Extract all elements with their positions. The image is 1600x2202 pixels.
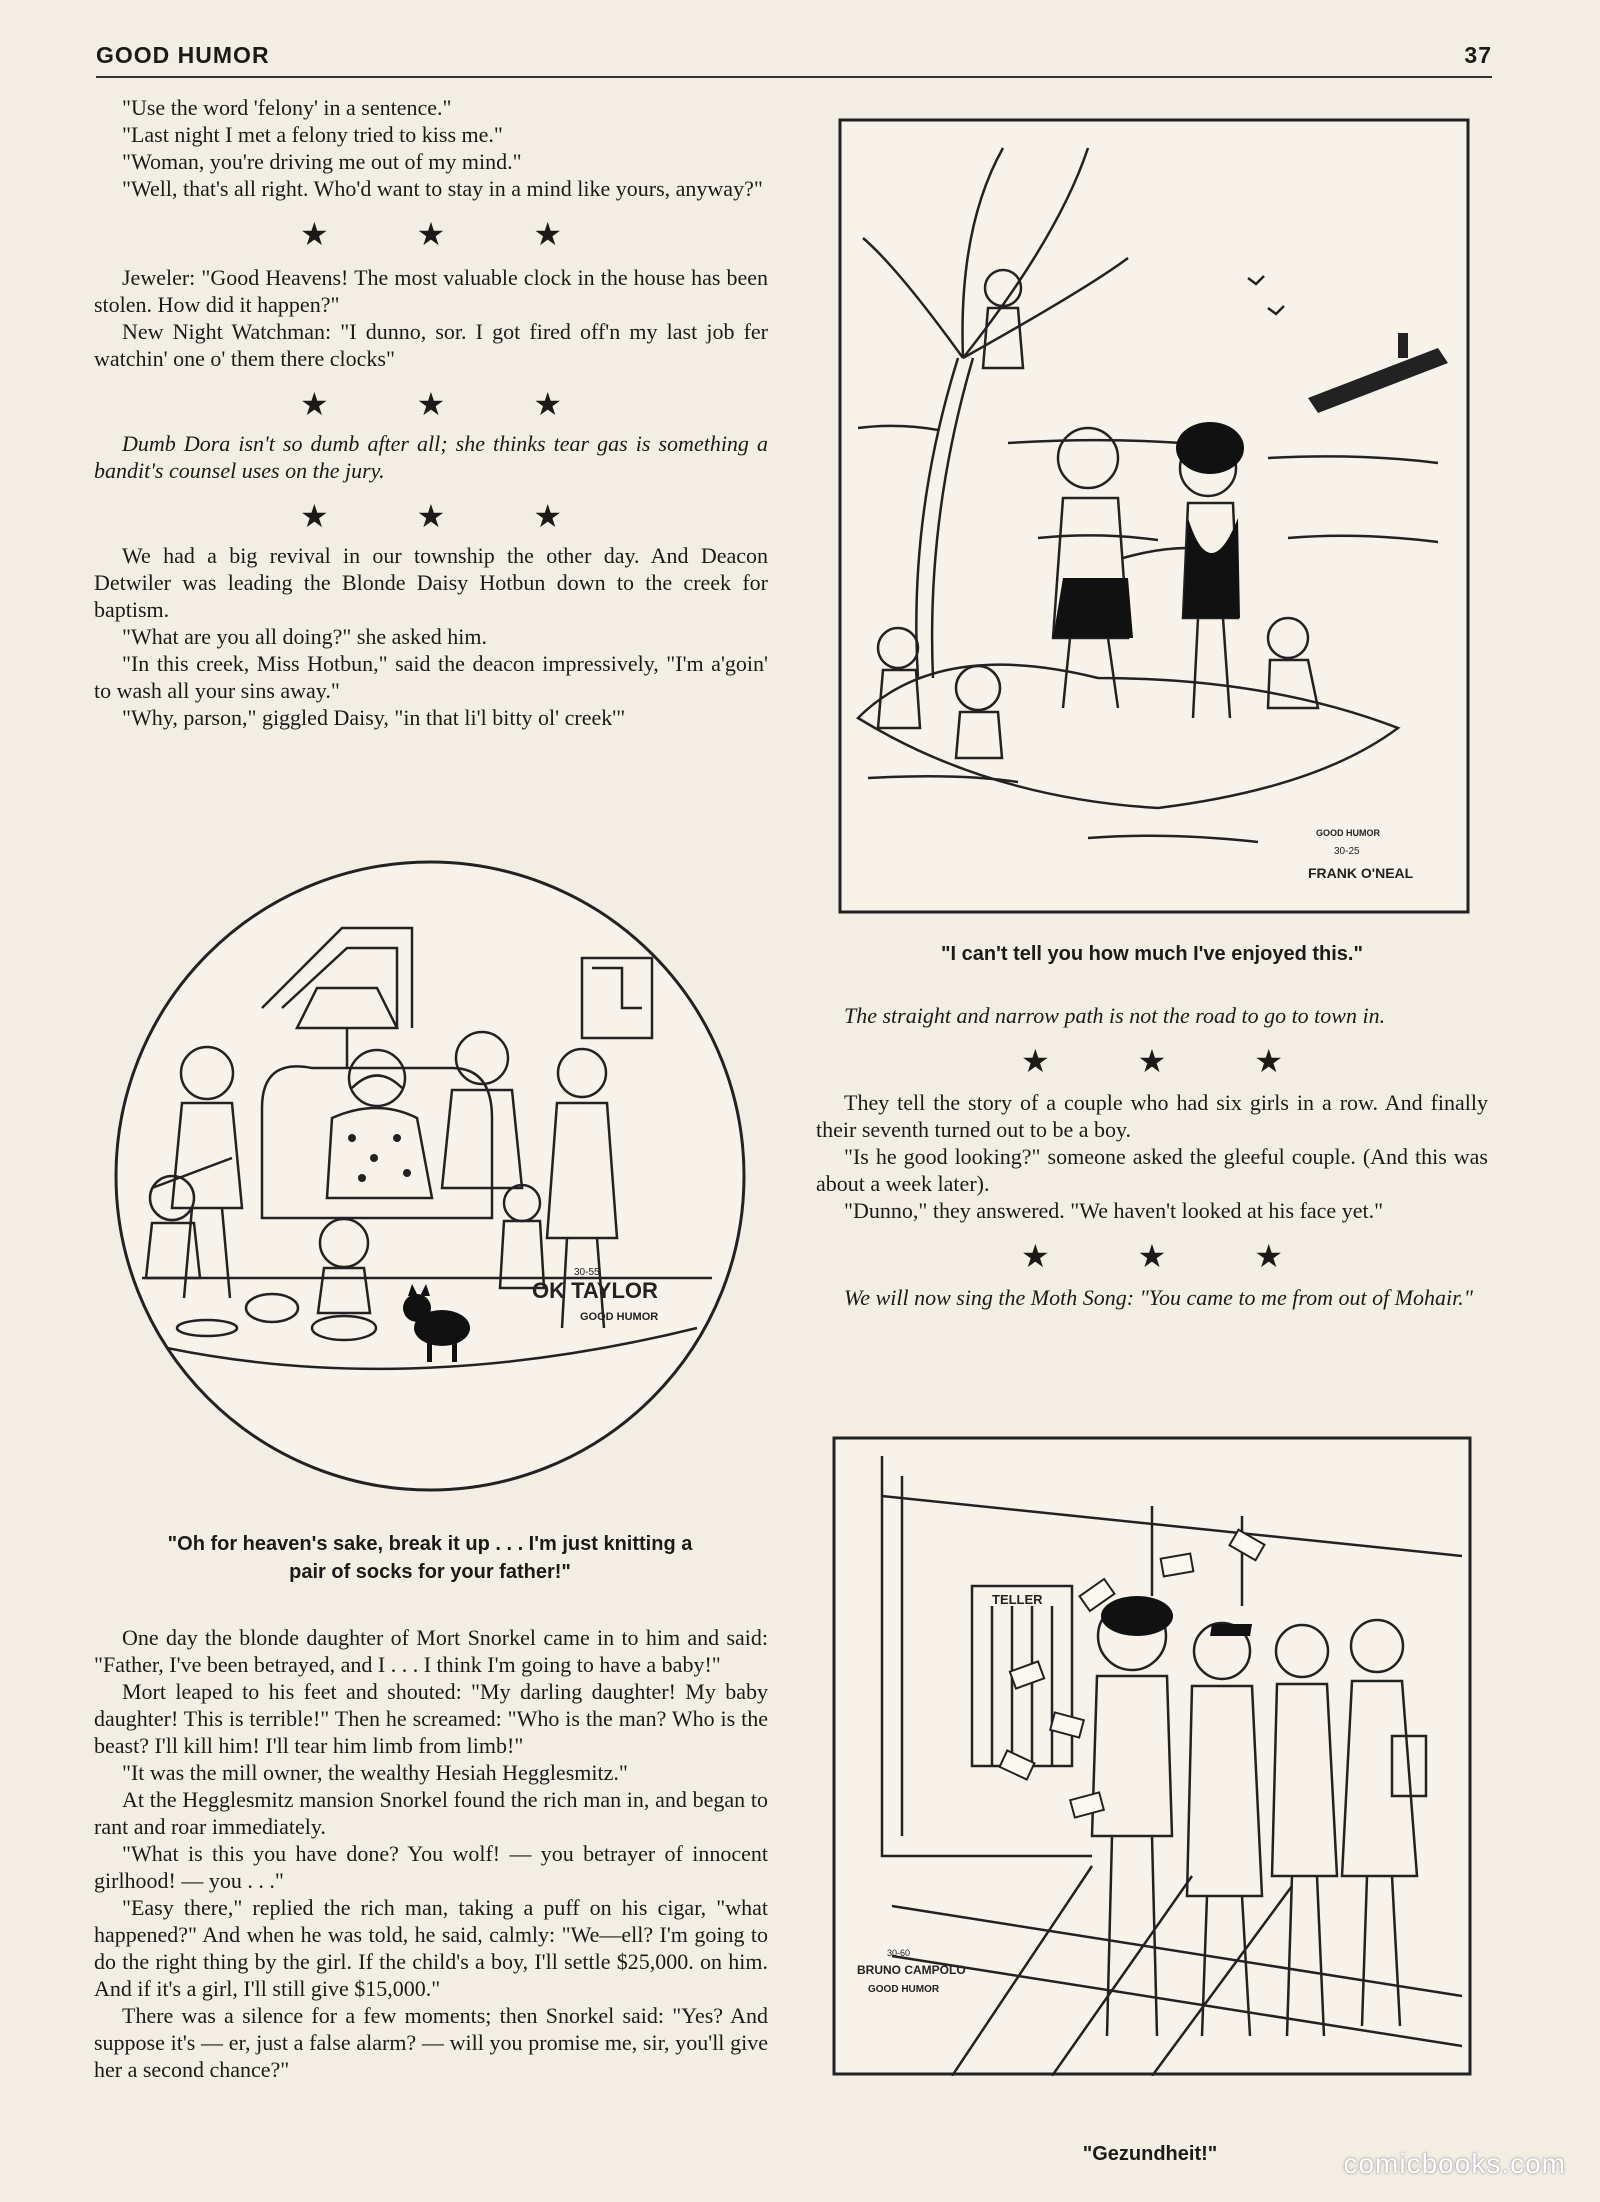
joke-line: "Well, that's all right. Who'd want to stay in a mind like yours, anyway?": [122, 176, 763, 201]
island-caption: "I can't tell you how much I've enjoyed this.": [941, 943, 1363, 965]
joke-line: "It was the mill owner, the wealthy Hesiah Hegglesmitz.": [122, 1760, 628, 1785]
joke-line: "Last night I met a felony tried to kiss me.": [122, 122, 503, 147]
cartoon-code: 30-25: [1334, 846, 1360, 857]
joke-line: "Easy there," replied the rich man, taking a puff on his cigar, "what happened?" And when he was told, he said, calmly: "We—ell? I'm going to do the right thing by the girl. If the child's a boy, I'll settle $25,000. on him. And if it's a girl, I'll still give $15,000.": [94, 1895, 768, 2001]
joke-line: We had a big revival in our township the other day. And Deacon Detwiler was leading the Blonde Daisy Hotbun down to the creek for baptism.: [94, 543, 768, 622]
joke-line: New Night Watchman: "I dunno, sor. I got fired off'n my last job fer watchin' one o' them there clocks": [94, 319, 768, 371]
joke-line: "Why, parson," giggled Daisy, "in that li'l bitty ol' creek'": [122, 705, 626, 730]
knitting-cartoon-drawing: [112, 858, 748, 1494]
bank-cartoon-drawing: [832, 1436, 1472, 2076]
revival-joke: [94, 542, 768, 731]
knitting-caption: "Oh for heaven's sake, break it up . . . I'm just knitting a pair of socks for your father!": [167, 1533, 693, 1583]
jeweler-joke: [94, 264, 768, 372]
joke-line: "Is he good looking?" someone asked the gleeful couple. (And this was about a week later).: [816, 1144, 1488, 1196]
joke-line: They tell the story of a couple who had six girls in a row. And finally their seventh turned out to be a boy.: [816, 1090, 1488, 1142]
cartoon-signature: BRUNO CAMPOLO: [857, 1963, 966, 1977]
star-divider: ★ ★ ★: [1020, 1238, 1324, 1274]
knitting-cartoon: [112, 858, 748, 1494]
island-cartoon-drawing: [838, 118, 1470, 914]
dora-joke: Dumb Dora isn't so dumb after all; she thinks tear gas is something a bandit's counsel uses on the jury.: [94, 431, 768, 483]
teller-sign: TELLER: [992, 1592, 1043, 1607]
star-divider: ★ ★ ★: [299, 216, 603, 252]
moth-song-quip: We will now sing the Moth Song: "You came to me from out of Mohair.": [844, 1285, 1473, 1310]
snorkel-joke: [94, 1624, 768, 2083]
bank-cartoon: [832, 1436, 1472, 2076]
bank-caption: "Gezundheit!": [1082, 2143, 1218, 2165]
joke-line: "What is this you have done? You wolf! — you betrayer of innocent girlhood! — you . . .": [94, 1841, 768, 1893]
joke-line: "Use the word 'felony' in a sentence.": [122, 95, 452, 120]
cartoon-code: 30-60: [887, 1948, 911, 1958]
cartoon-credit: GOOD HUMOR: [868, 1984, 940, 1995]
left-column-top: [94, 94, 768, 731]
page-header: [96, 40, 1492, 78]
joke-line: "Woman, you're driving me out of my mind.": [122, 149, 522, 174]
six-girls-joke: [816, 1089, 1488, 1224]
cartoon-signature: FRANK O'NEAL: [1308, 865, 1414, 881]
cartoon-credit: GOOD HUMOR: [580, 1311, 659, 1323]
joke-line: Mort leaped to his feet and shouted: "My darling daughter! My baby daughter! This is terrible!" Then he screamed: "Who is the man? Who is the beast? I'll kill him! I'll tear him limb from limb!": [94, 1679, 768, 1758]
site-watermark: comicbooks.com: [1343, 2148, 1566, 2179]
page-number: 37: [1464, 42, 1492, 68]
felony-joke: [94, 94, 768, 202]
star-divider: ★ ★ ★: [299, 386, 603, 422]
joke-line: "What are you all doing?" she asked him.: [122, 624, 487, 649]
joke-line: "In this creek, Miss Hotbun," said the deacon impressively, "I'm a'goin' to wash all your sins away.": [94, 651, 768, 703]
cartoon-signature: OK TAYLOR: [532, 1278, 658, 1303]
island-cartoon: [838, 118, 1470, 914]
straight-path-quip: The straight and narrow path is not the road to go to town in.: [844, 1003, 1386, 1028]
magazine-title: GOOD HUMOR: [96, 42, 270, 68]
joke-line: Jeweler: "Good Heavens! The most valuable clock in the house has been stolen. How did it happen?": [94, 265, 768, 317]
joke-line: "Dunno," they answered. "We haven't looked at his face yet.": [844, 1198, 1384, 1223]
star-divider: ★ ★ ★: [1020, 1043, 1324, 1079]
right-column-text: [816, 1002, 1488, 1311]
joke-line: One day the blonde daughter of Mort Snorkel came in to him and said: "Father, I've been betrayed, and I . . . I think I'm going to have a baby!": [94, 1625, 768, 1677]
cartoon-code: 30-55: [574, 1267, 600, 1278]
star-divider: ★ ★ ★: [299, 498, 603, 534]
joke-line: There was a silence for a few moments; then Snorkel said: "Yes? And suppose it's — er, just a false alarm? — will you promise me, sir, you'll give her a second chance?": [94, 2003, 768, 2082]
cartoon-credit: GOOD HUMOR: [1316, 828, 1380, 838]
joke-line: At the Hegglesmitz mansion Snorkel found the rich man in, and began to rant and roar immediately.: [94, 1787, 768, 1839]
